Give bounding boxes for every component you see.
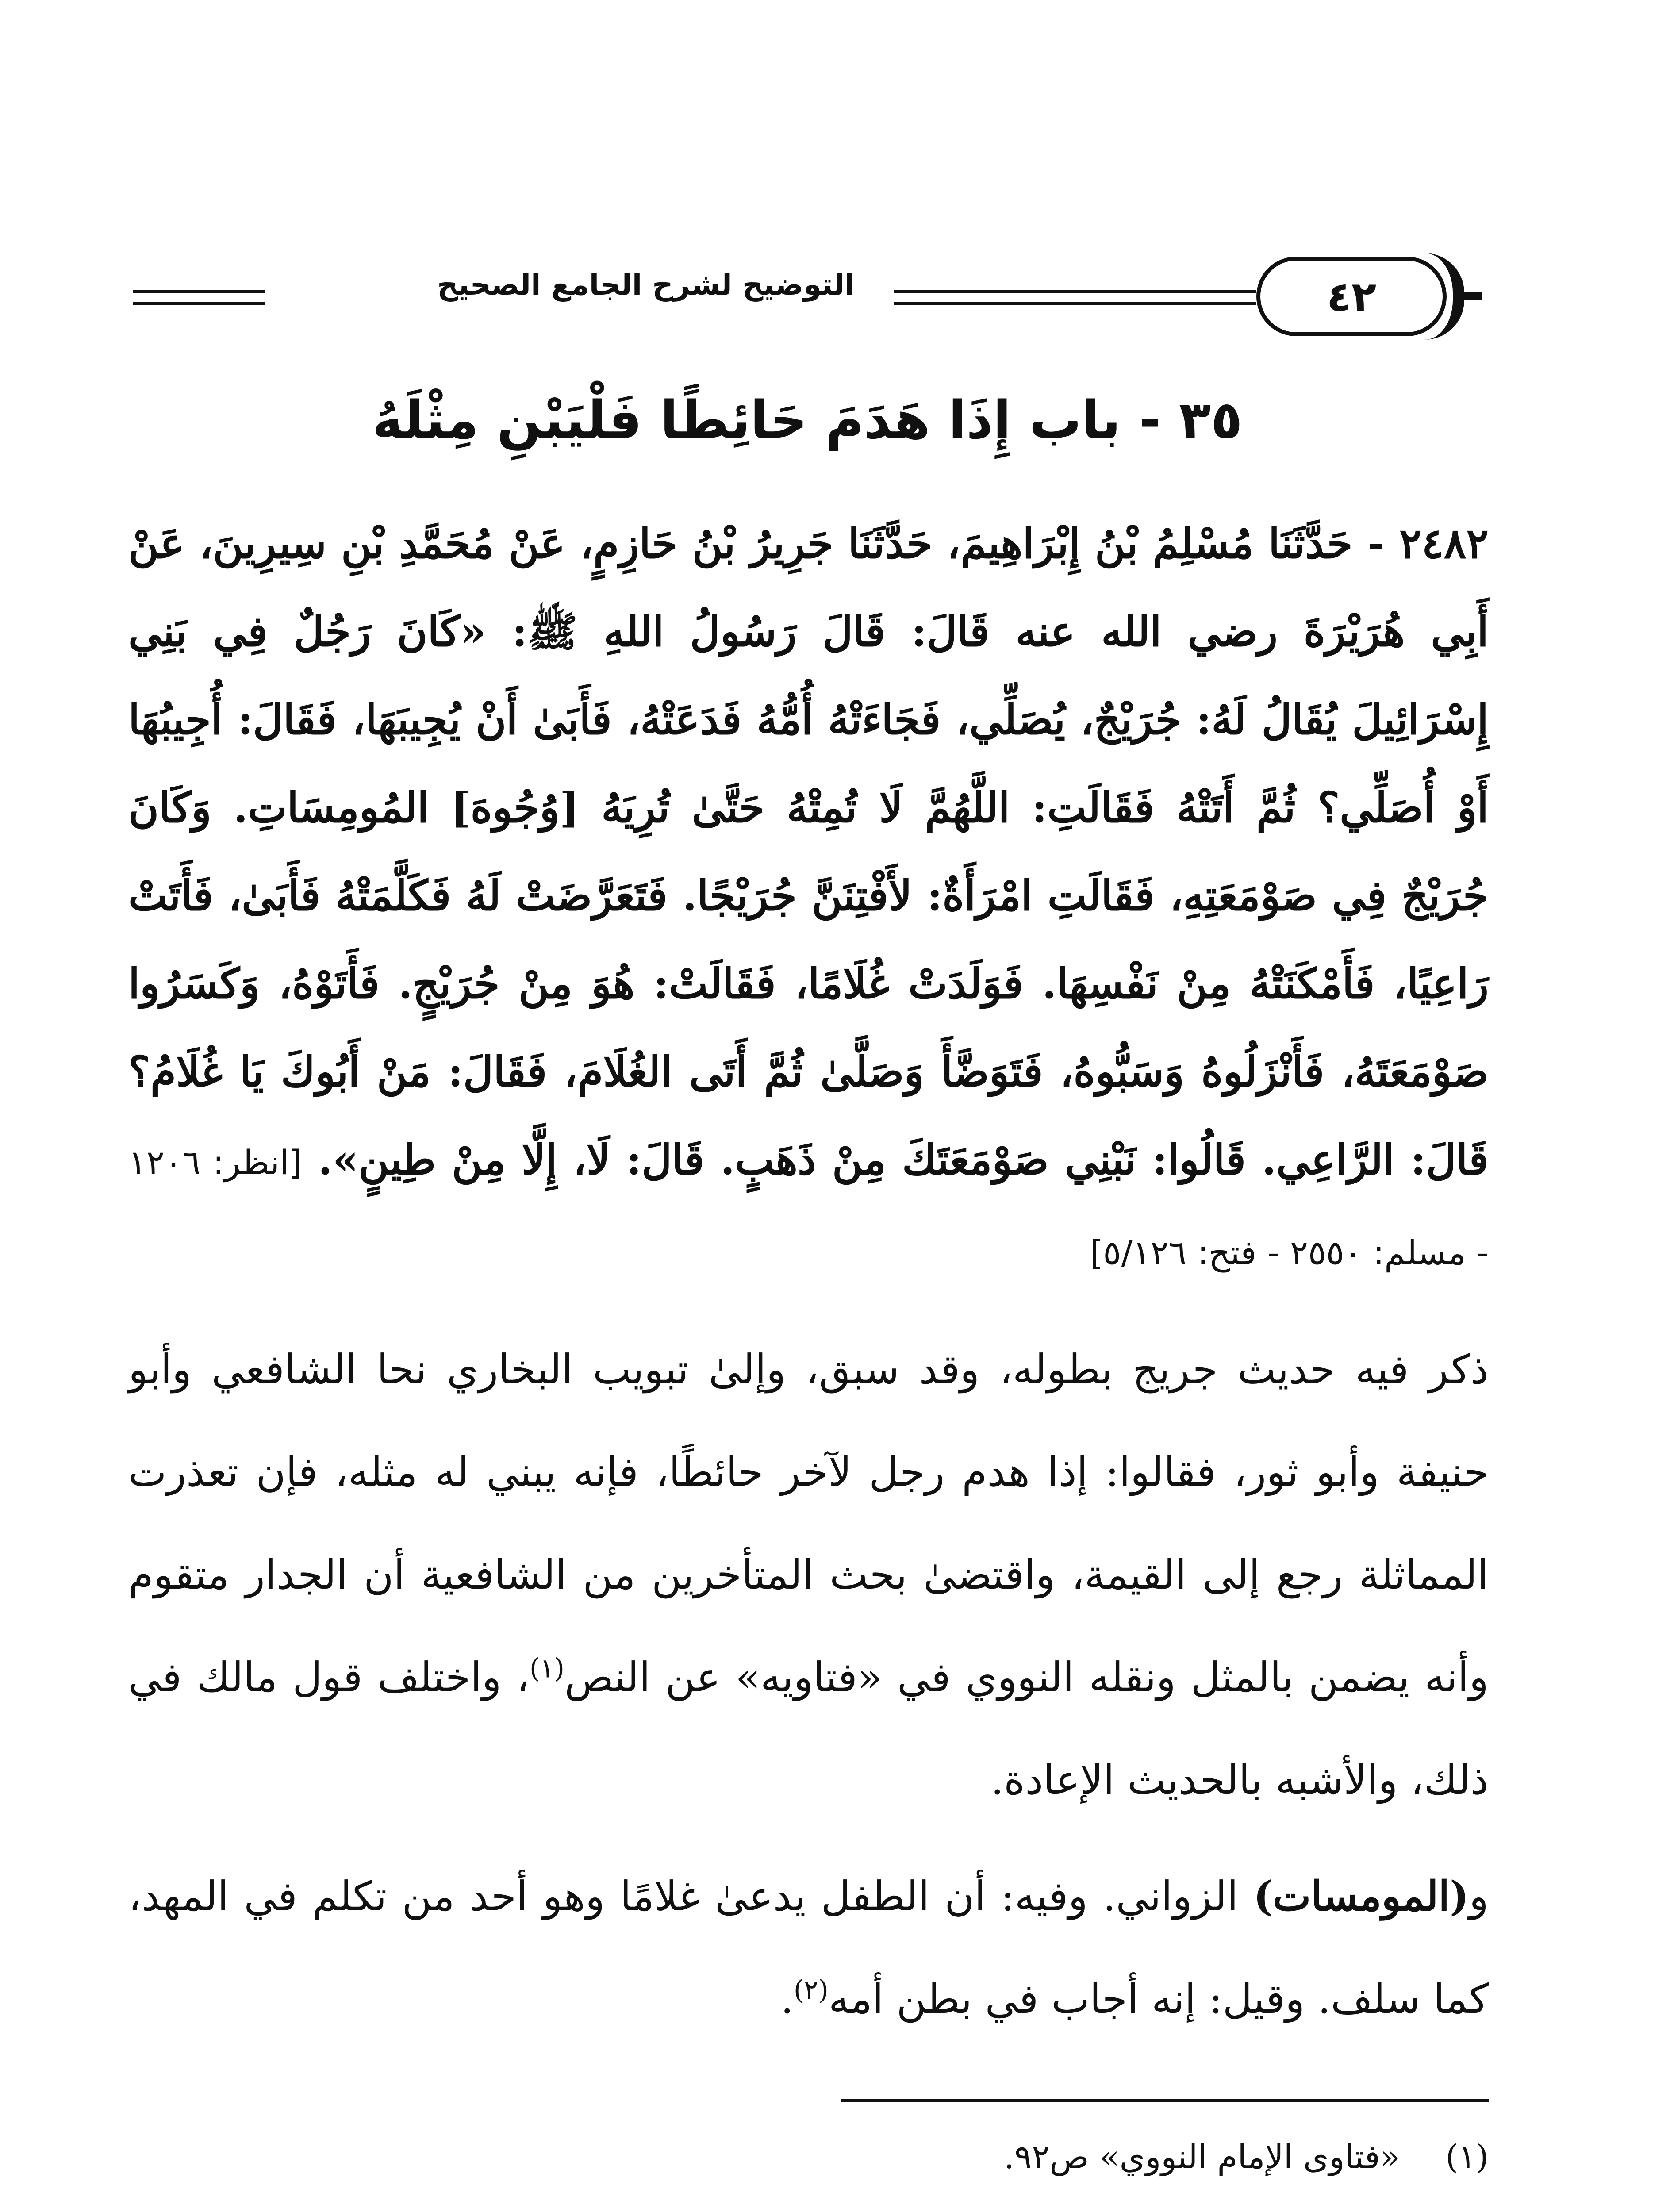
commentary	[128, 1318, 1489, 2051]
footnote-marker[interactable]: (٢)	[793, 1974, 829, 2006]
hadith-text	[128, 500, 1489, 1297]
footnote-separator	[841, 2099, 1489, 2102]
footnote-text	[128, 2195, 1400, 2212]
footnotes	[128, 2119, 1489, 2212]
header-rule	[894, 290, 1256, 293]
hadith-body: ٢٤٨٢ - حَدَّثَنَا مُسْلِمُ بْنُ إِبْرَاهِيمَ، حَدَّثَنَا جَرِيرُ بْنُ حَازِمٍ، عَنْ مُحَمَّدِ بْنِ سِيرِينَ، عَنْ أَبِي هُرَيْرَةَ رضي الله عنه قَالَ: قَالَ رَسُولُ اللهِ ﷺ: «كَانَ رَجُلٌ فِي بَنِي إِسْرَائِيلَ يُقَالُ لَهُ: جُرَيْجٌ، يُصَلِّي، فَجَاءَتْهُ أُمُّهُ فَدَعَتْهُ، فَأَبَىٰ أَنْ يُجِيبَهَا، فَقَالَ: أُجِيبُهَا أَوْ أُصَلِّي؟ ثُمَّ أَتَتْهُ فَقَالَتِ: اللَّهُمَّ لَا تُمِتْهُ حَتَّىٰ تُرِيَهُ [وُجُوهَ] المُومِسَاتِ. وَكَانَ جُرَيْجٌ فِي صَوْمَعَتِهِ، فَقَالَتِ امْرَأَةٌ: لأَفْتِنَنَّ جُرَيْجًا. فَتَعَرَّضَتْ لَهُ فَكَلَّمَتْهُ فَأَبَىٰ، فَأَتَتْ رَاعِيًا، فَأَمْكَنَتْهُ مِنْ نَفْسِهَا. فَوَلَدَتْ غُلَامًا، فَقَالَتْ: هُوَ مِنْ جُرَيْجٍ. فَأَتَوْهُ، وَكَسَرُوا صَوْمَعَتَهُ، فَأَنْزَلُوهُ وَسَبُّوهُ، فَتَوَضَّأَ وَصَلَّىٰ ثُمَّ أَتَى الغُلَامَ، فَقَالَ: مَنْ أَبُوكَ يَا غُلَامُ؟ قَالَ: الرَّاعِي. قَالُوا: نَبْنِي صَوْمَعَتَكَ مِنْ ذَهَبٍ. قَالَ: لَا، إِلَّا مِنْ طِينٍ».	[128, 519, 1489, 1184]
page-badge-ornament	[1424, 253, 1464, 340]
footnote	[128, 2195, 1489, 2212]
page-number-badge	[1256, 257, 1447, 336]
footnote-number: (١)	[1445, 2138, 1489, 2176]
running-title: التوضيح لشرح الجامع الصحيح	[437, 268, 855, 302]
footnote-text: «فتاوى الإمام النووي» ص٩٢.	[1004, 2138, 1400, 2176]
commentary-paragraph	[128, 1318, 1489, 1832]
header-rule	[133, 290, 265, 293]
defined-term: (المومسات)	[1253, 1872, 1469, 1920]
chapter-title: ٣٥ - باب إِذَا هَدَمَ حَائِطًا فَلْيَبْنِ مِثْلَهُ	[372, 389, 1243, 450]
commentary-text: ، واختلف قول مالك في ذلك، والأشبه بالحديث الإعادة.	[128, 1654, 1489, 1804]
footnote-marker[interactable]: (١)	[529, 1653, 565, 1684]
commentary-paragraph	[128, 1845, 1489, 2051]
header-rule	[133, 302, 265, 305]
running-header	[133, 248, 1482, 345]
header-rule	[894, 302, 1256, 305]
commentary-text: .	[780, 1975, 794, 2023]
commentary-text: الزواني. وفيه: أن الطفل يدعىٰ غلامًا وهو أحد من تكلم في المهد، كما سلف. وقيل: إنه أجاب في بطن أمه	[128, 1873, 1489, 2023]
footnote	[128, 2119, 1489, 2195]
page-number: ٤٢	[1326, 273, 1377, 320]
commentary-text: ذكر فيه حديث جريج بطوله، وقد سبق، وإلىٰ تبويب البخاري نحا الشافعي وأبو حنيفة وأبو ثور، فقالوا: إذا هدم رجل لآخر حائطًا، فإنه يبني له مثله، فإن تعذرت المماثلة رجع إلى القيمة، واقتضىٰ بحث المتأخرين من الشافعية أن الجدار متقوم وأنه يضمن بالمثل ونقله النووي في «فتاويه» عن النص	[128, 1346, 1489, 1701]
footnote-number	[1400, 2195, 1489, 2212]
hadith-reference: [انظر: ١٢٠٦ - مسلم: ٢٥٥٠ - فتح: ٥/١٢٦]	[128, 1143, 1489, 1272]
commentary-text: و	[1469, 1873, 1489, 1920]
